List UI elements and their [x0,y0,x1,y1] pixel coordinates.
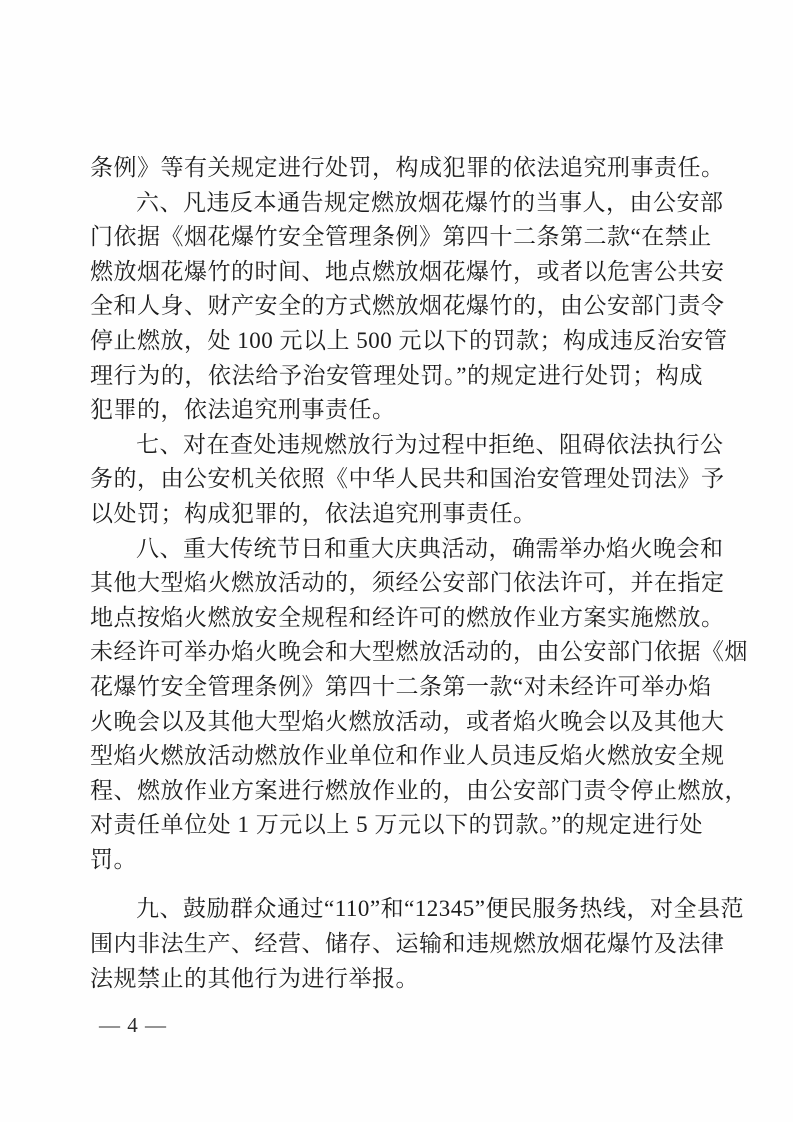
text-line: 花爆竹安全管理条例》第四十二条第一款“对未经许可举办焰 [90,673,712,699]
text-line-para-9-start: 九、鼓励群众通过“110”和“12345”便民服务热线，对全县范 [136,896,744,922]
text-line: 犯罪的，依法追究刑事责任。 [90,397,396,423]
text-line: 程、燃放作业方案进行燃放作业的，由公安部门责令停止燃放， [90,777,748,803]
text-line: 停止燃放，处 100 元以上 500 元以下的罚款；构成违反治安管 [90,327,728,353]
text-line: 型焰火燃放活动燃放作业单位和作业人员违反焰火燃放安全规 [90,743,725,769]
text-line: 全和人身、财产安全的方式燃放烟花爆竹的，由公安部门责令 [90,293,725,319]
text-line: 围内非法生产、经营、储存、运输和违规燃放烟花爆竹及法律 [90,931,725,957]
text-line: 罚。 [90,846,137,872]
text-line: 理行为的，依法给予治安管理处罚。”的规定进行处罚；构成 [90,362,703,388]
text-line: 对责任单位处 1 万元以上 5 万元以下的罚款。”的规定进行处 [90,812,703,838]
text-line: 未经许可举办焰火晚会和大型燃放活动的，由公安部门依据《烟 [90,639,748,665]
text-line-para-6-start: 六、凡违反本通告规定燃放烟花爆竹的当事人，由公安部 [136,189,724,215]
document-body [90,151,748,996]
text-line: 务的，由公安机关依照《中华人民共和国治安管理处罚法》予 [90,466,725,492]
page-number: — 4 — [99,1013,167,1037]
text-line: 火晚会以及其他大型焰火燃放活动，或者焰火晚会以及其他大 [90,708,725,734]
text-line: 地点按焰火燃放安全规程和经许可的燃放作业方案实施燃放。 [90,604,725,630]
text-line: 燃放烟花爆竹的时间、地点燃放烟花爆竹，或者以危害公共安 [90,258,725,284]
text-line: 以处罚；构成犯罪的，依法追究刑事责任。 [90,500,537,526]
text-line: 条例》等有关规定进行处罚，构成犯罪的依法追究刑事责任。 [90,155,725,180]
text-line: 法规禁止的其他行为进行举报。 [90,965,419,991]
text-line-para-8-start: 八、重大传统节日和重大庆典活动，确需举办焰火晚会和 [136,535,724,561]
text-line: 其他大型焰火燃放活动的，须经公安部门依法许可，并在指定 [90,570,725,596]
text-line-para-7-start: 七、对在查处违规燃放行为过程中拒绝、阻碍依法执行公 [136,431,724,457]
text-line: 门依据《烟花爆竹安全管理条例》第四十二条第二款“在禁止 [90,224,712,250]
